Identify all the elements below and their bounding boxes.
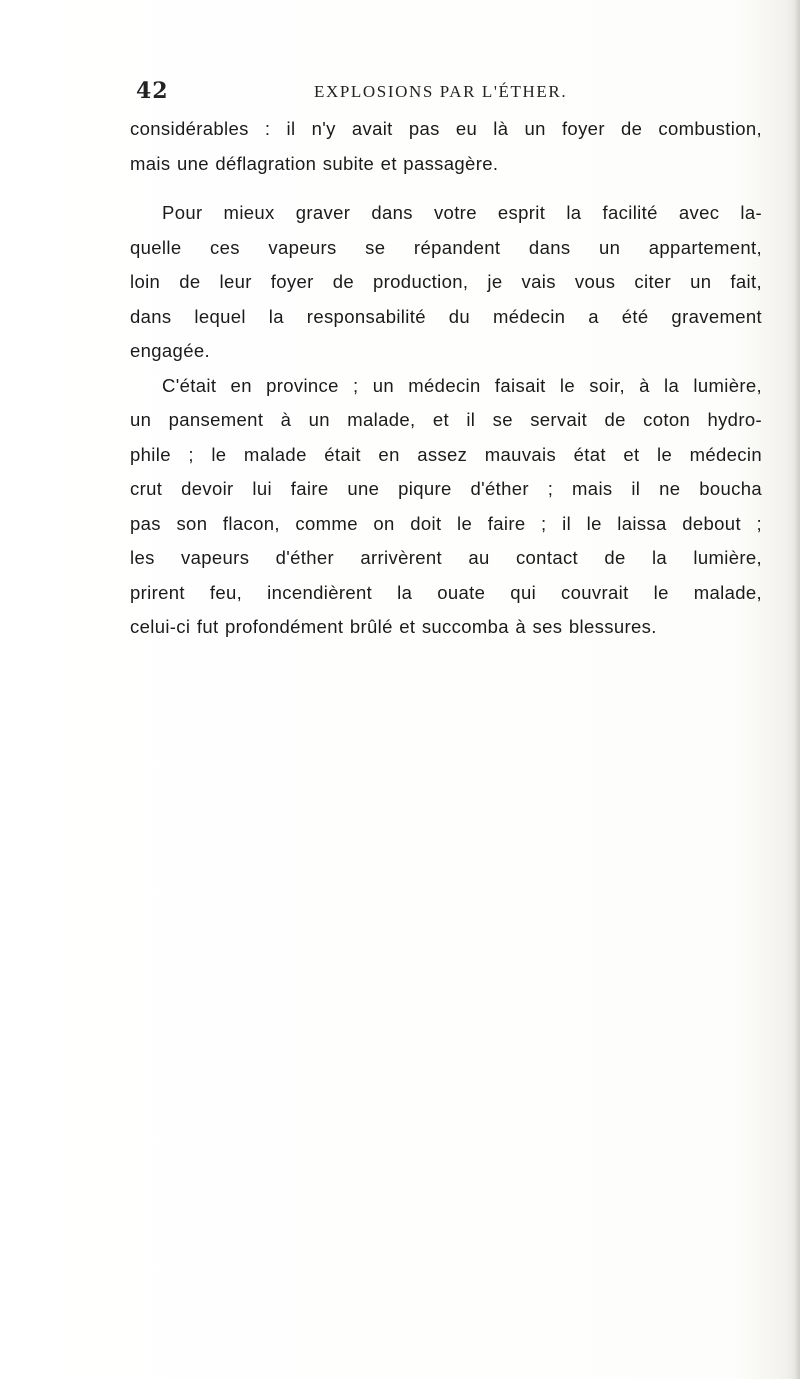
page-number: 42	[136, 78, 169, 104]
paragraph-2	[130, 196, 762, 369]
text-line: mais une déflagration subite et passagère.	[130, 152, 499, 174]
text-line: phile ; le malade était en assez mauvais état et le médecin	[130, 443, 762, 465]
page-header	[136, 78, 760, 110]
text-line: loin de leur foyer de production, je vais vous citer un fait,	[130, 271, 762, 292]
body-text	[130, 112, 762, 645]
text-line: crut devoir lui faire une piqure d'éther ; mais il ne boucha	[130, 478, 762, 499]
text-line: C'était en province ; un médecin faisait le soir, à la lumière,	[162, 374, 762, 396]
text-line: pas son flacon, comme on doit le faire ; il le laissa debout ;	[130, 512, 762, 534]
text-line: engagée.	[130, 340, 210, 361]
text-line: les vapeurs d'éther arrivèrent au contact de la lumière,	[130, 547, 762, 568]
text-line: quelle ces vapeurs se répandent dans un appartement,	[130, 236, 762, 258]
text-line: un pansement à un malade, et il se servait de coton hydro-	[130, 409, 762, 430]
text-line: Pour mieux graver dans votre esprit la facilité avec la-	[162, 202, 762, 223]
running-head: EXPLOSIONS PAR L'ÉTHER.	[314, 82, 568, 101]
text-line: dans lequel la responsabilité du médecin a été gravement	[130, 305, 762, 327]
text-line: celui-ci fut profondément brûlé et succomba à ses blessures.	[130, 616, 657, 637]
page-edge-shadow	[794, 0, 800, 1379]
text-line: prirent feu, incendièrent la ouate qui couvrait le malade,	[130, 581, 762, 603]
paragraph-3	[130, 369, 762, 645]
paragraph-1	[130, 112, 762, 181]
text-line: considérables : il n'y avait pas eu là un foyer de combustion,	[130, 118, 762, 139]
